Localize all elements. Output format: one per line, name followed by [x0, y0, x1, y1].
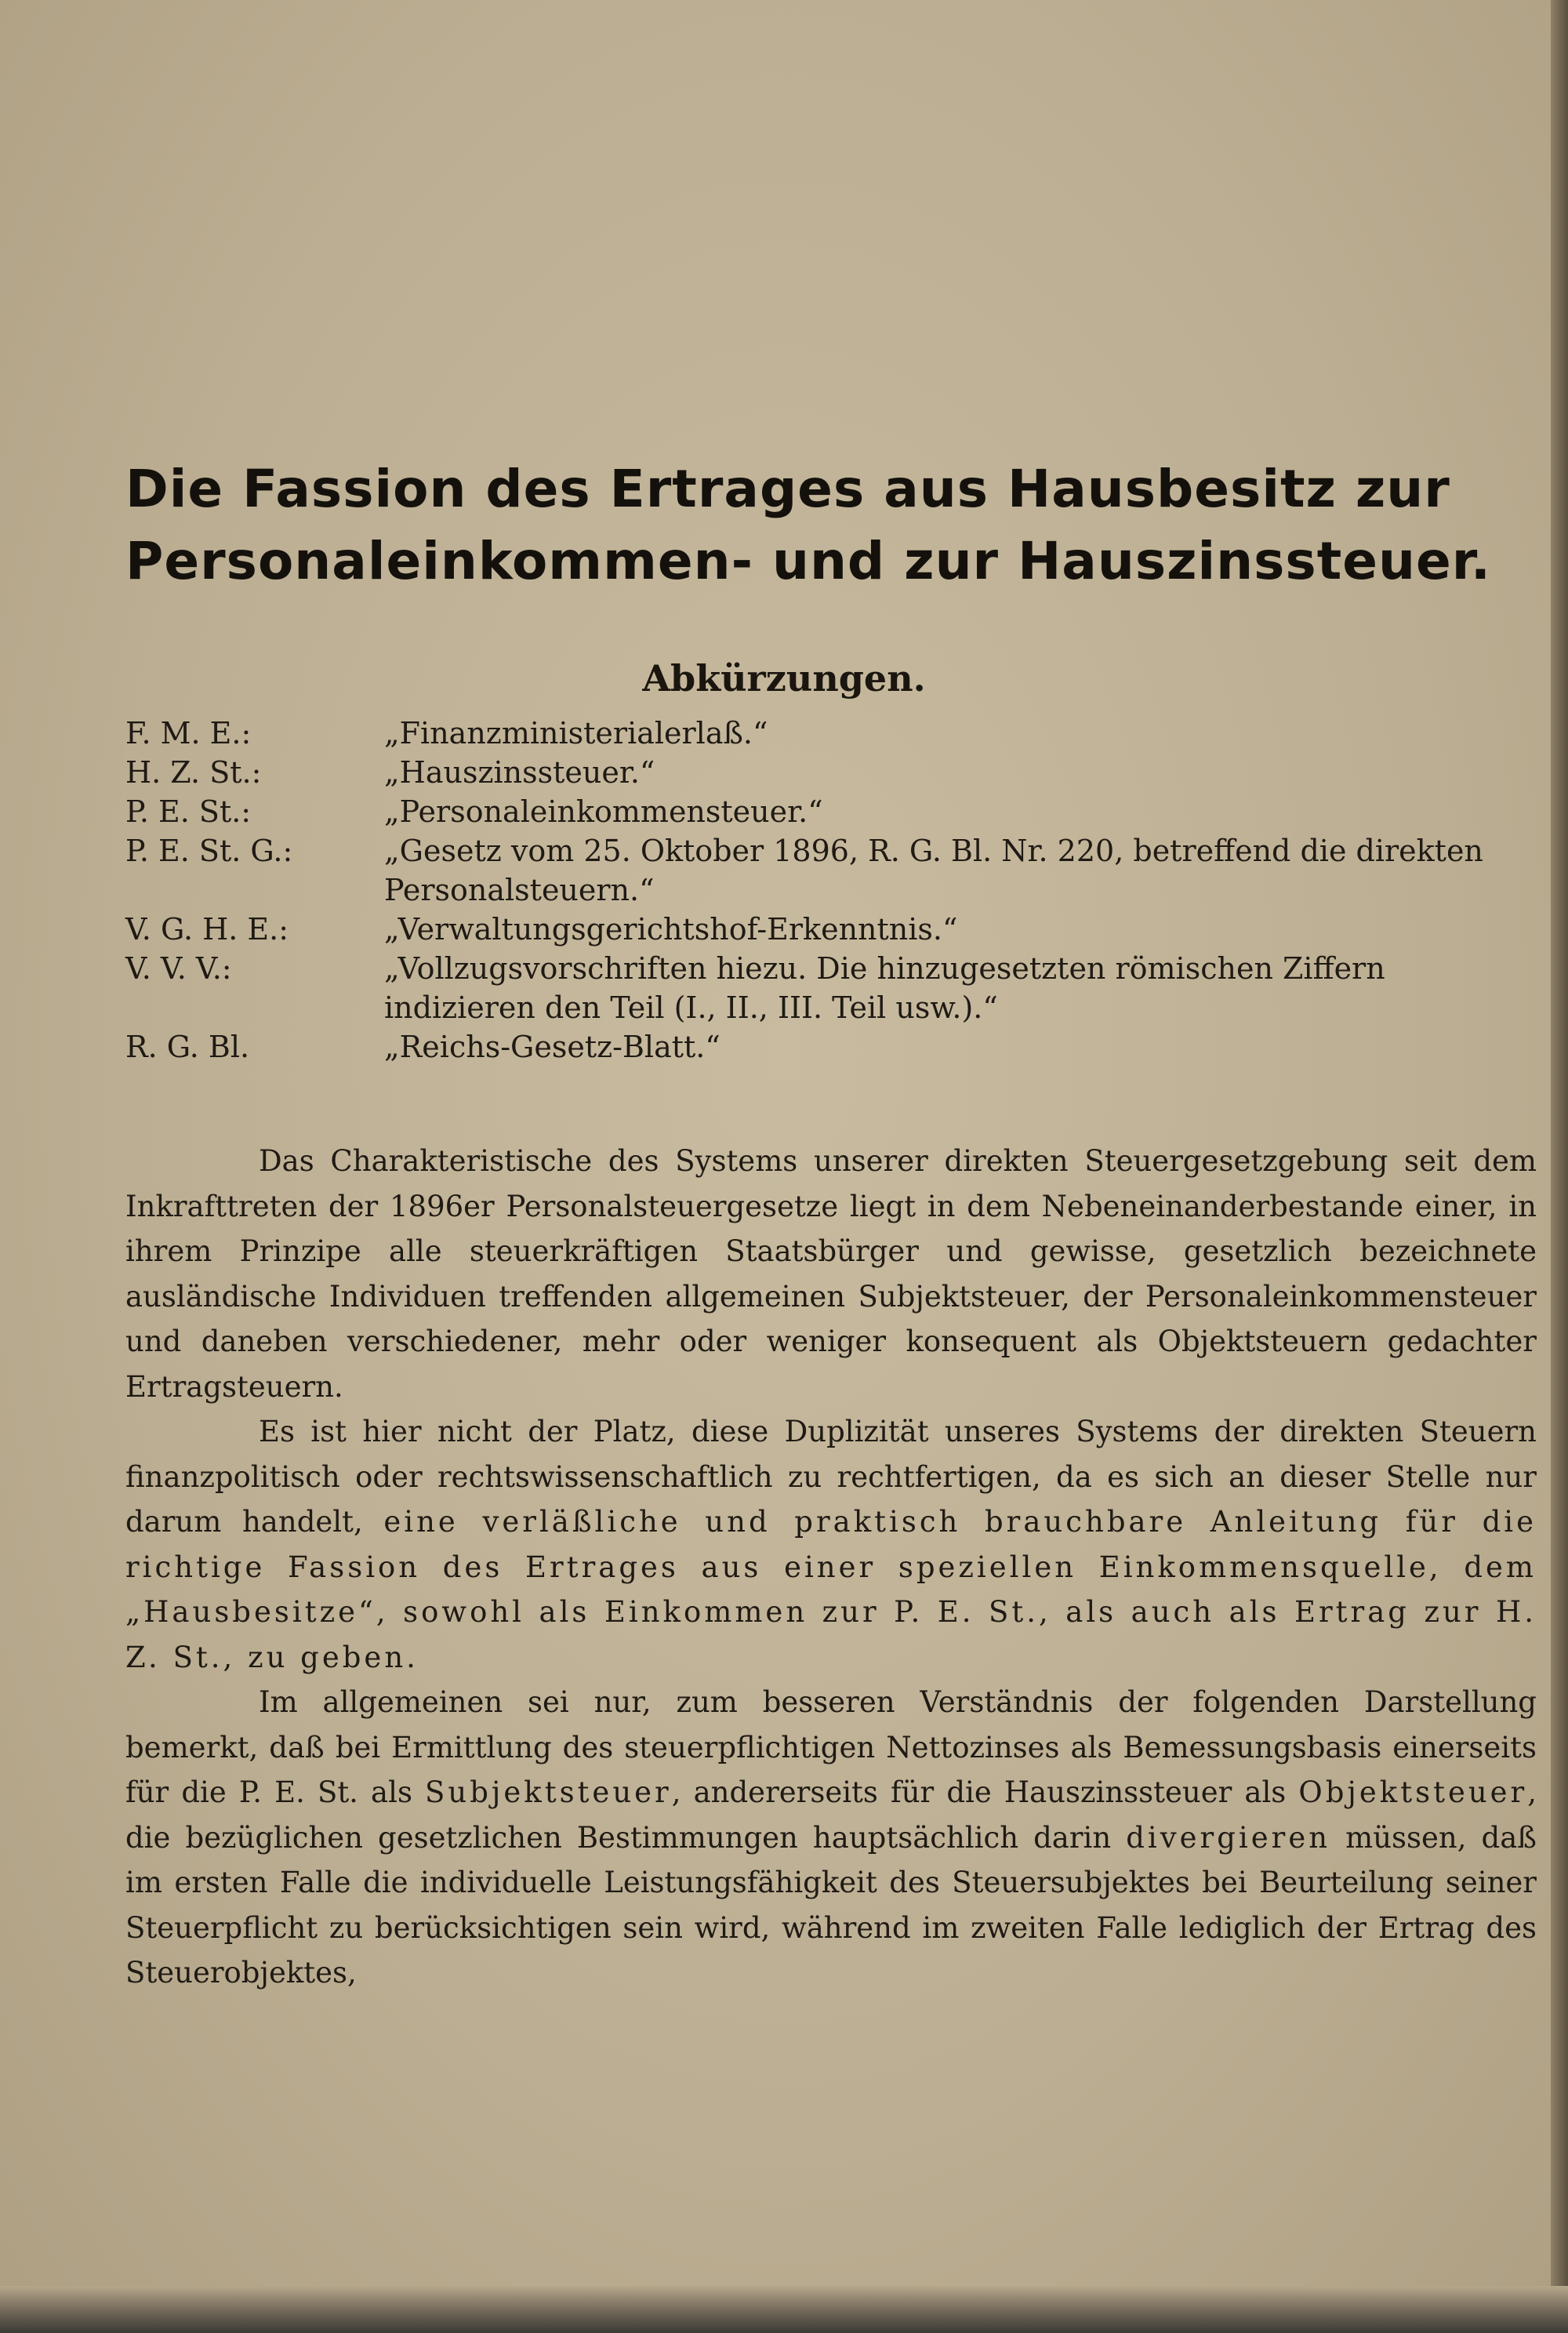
abbreviation-key: F. M. E.: [125, 716, 252, 750]
abbreviation-key: R. G. Bl. [125, 1030, 250, 1064]
abbreviation-key: P. E. St. G.: [125, 834, 293, 868]
paragraph-3-text: Im allgemeinen sei nur, zum besseren Verständnis der folgenden Darstellung bemerkt, daß bei Ermittlung des steuerpflichtigen Nettozinses als Bemessungsbasis einerseits für die P. E. St. als [125, 1685, 1537, 1809]
abbreviation-row [125, 910, 1537, 949]
paragraph-2-emphasis: eine verläßliche und praktisch brauchbare Anleitung für die richtige Fassion des Ertrages aus einer speziellen Einkommensquelle, dem „Hausbesitze“, sowohl als Einkommen zur P. E. St., als auch als Ertrag zur H. Z. St., zu geben. [125, 1505, 1537, 1674]
abbreviation-row [125, 1027, 1537, 1067]
title-line-2: Personaleinkommen- und zur Hauszinssteuer. [125, 531, 1491, 591]
abbreviation-key: V. V. V.: [125, 951, 232, 986]
emphasis-objektsteuer: Objektsteuer [1298, 1775, 1528, 1809]
abbreviation-value: „Finanzministerialerlaß.“ [384, 716, 768, 750]
abbreviation-key: V. G. H. E.: [125, 912, 289, 947]
abbreviation-row [125, 949, 1537, 1027]
abbreviation-row [125, 714, 1537, 753]
paragraph-3-text: , die bezüglichen gesetzlichen Bestimmungen hauptsächlich darin [125, 1775, 1537, 1855]
paragraph-2-text: Es ist hier nicht der Platz, diese Duplizität unseres Systems der direkten Steuern finanzpolitisch oder rechtswissenschaftlich zu rechtfertigen, da es sich an dieser Stelle nur darum handelt, [125, 1415, 1537, 1539]
emphasis-subjektsteuer: Subjektsteuer [425, 1775, 672, 1809]
abbreviation-value: „Reichs-Gesetz-Blatt.“ [384, 1030, 720, 1064]
page-edge-right [1551, 0, 1568, 2333]
abbreviation-row [125, 792, 1537, 831]
abbreviation-key: H. Z. St.: [125, 755, 262, 790]
paragraph-3-text: , andererseits für die Hauszinssteuer als [671, 1775, 1299, 1809]
body-text [125, 1139, 1537, 1996]
abbreviation-value: „Vollzugsvorschriften hiezu. Die hinzugesetzten römischen Ziffern indizieren den Teil (I., II., III. Teil usw.).“ [384, 951, 1385, 1025]
emphasis-divergieren: divergieren [1126, 1820, 1331, 1855]
abbreviation-value: „Gesetz vom 25. Oktober 1896, R. G. Bl. Nr. 220, betreffend die direkten Personalsteuern.“ [384, 834, 1483, 907]
abbreviation-value: „Personaleinkommensteuer.“ [384, 794, 823, 829]
paragraph-3-text: müssen, daß im ersten Falle die individuelle Leistungsfähigkeit des Steuersubjektes bei Beurteilung seiner Steuerpflicht zu berücksichtigen sein wird, während im zweiten Falle lediglich der Ertrag des Steuerobjektes, [125, 1820, 1537, 1990]
abbreviations-list [125, 714, 1537, 1067]
abbreviation-row [125, 831, 1537, 910]
paragraph-3 [125, 1680, 1537, 1996]
paragraph-2 [125, 1409, 1537, 1680]
abbreviation-row [125, 753, 1537, 792]
abbreviation-key: P. E. St.: [125, 794, 252, 829]
paragraph-1: Das Charakteristische des Systems unserer direkten Steuergesetzgebung seit dem Inkrafttreten der 1896er Personalsteuergesetze liegt in dem Nebeneinanderbestande einer, in ihrem Prinzipe alle steuerkräftigen Staatsbürger und gewisse, gesetzlich bezeichnete ausländische Individuen treffenden allgemeinen Subjektsteuer, der Personaleinkommensteuer und daneben verschiedener, mehr oder weniger konsequent als Objektsteuern gedachter Ertragsteuern. [125, 1144, 1537, 1404]
page-title [125, 453, 1537, 598]
title-line-1: Die Fassion des Ertrages aus Hausbesitz zur [125, 459, 1450, 519]
abbreviation-value: „Verwaltungsgerichtshof-Erkenntnis.“ [384, 912, 958, 947]
bleed-through-text [110, 149, 1505, 478]
abbreviations-heading: Abkürzungen. [642, 657, 926, 700]
page-edge-bottom [0, 2286, 1568, 2333]
abbreviation-value: „Hauszinssteuer.“ [384, 755, 655, 790]
